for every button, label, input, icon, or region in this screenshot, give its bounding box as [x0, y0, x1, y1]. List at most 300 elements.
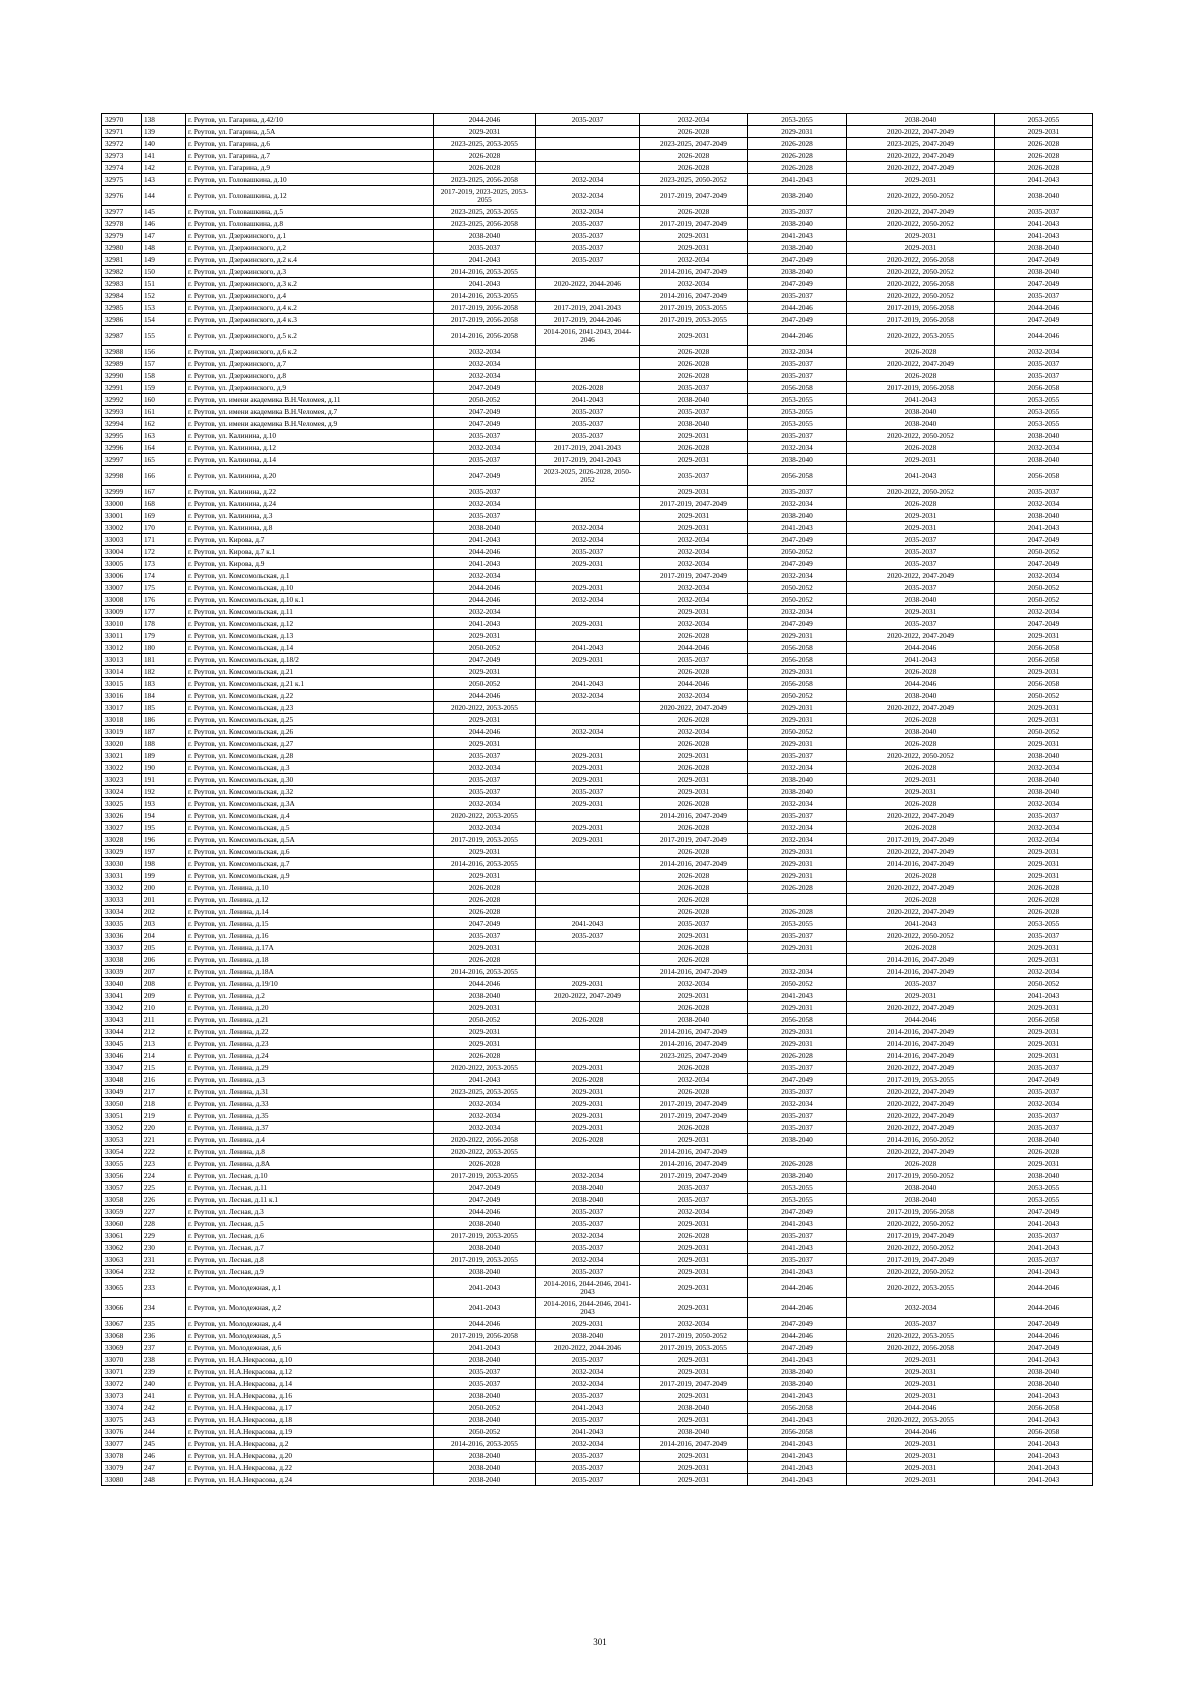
period-col-1-cell: 2032-2034 — [434, 762, 536, 774]
address-cell: г. Реутов, ул. Комсомольская, д.32 — [186, 786, 434, 798]
period-col-1-cell: 2038-2040 — [434, 1450, 536, 1462]
period-col-3-cell: 2017-2019, 2047-2049 — [640, 1170, 748, 1182]
period-col-2-cell — [536, 846, 640, 858]
row-number-cell: 32988 — [102, 346, 142, 358]
address-cell: г. Реутов, ул. Молодежная, д.1 — [186, 1278, 434, 1298]
address-cell: г. Реутов, ул. Лесная, д.3 — [186, 1206, 434, 1218]
period-col-1-cell: 2014-2016, 2053-2055 — [434, 266, 536, 278]
period-col-4-cell: 2047-2049 — [748, 534, 847, 546]
period-col-5-cell: 2020-2022, 2047-2049 — [847, 1110, 995, 1122]
period-col-1-cell: 2032-2034 — [434, 370, 536, 382]
period-col-3-cell: 2029-2031 — [640, 486, 748, 498]
period-col-4-cell: 2056-2058 — [748, 1014, 847, 1026]
period-col-5-cell: 2017-2019, 2056-2058 — [847, 1206, 995, 1218]
period-col-4-cell: 2041-2043 — [748, 230, 847, 242]
table-row — [102, 666, 1093, 678]
row-number-cell: 32995 — [102, 430, 142, 442]
row-number-cell: 33063 — [102, 1254, 142, 1266]
period-col-6-cell: 2035-2037 — [995, 1122, 1093, 1134]
period-col-4-cell: 2038-2040 — [748, 242, 847, 254]
period-col-5-cell: 2035-2037 — [847, 618, 995, 630]
period-col-6-cell: 2041-2043 — [995, 1242, 1093, 1254]
row-number-cell: 32976 — [102, 186, 142, 206]
table-row — [102, 218, 1093, 230]
period-col-2-cell: 2035-2037 — [536, 230, 640, 242]
period-col-6-cell: 2029-2031 — [995, 738, 1093, 750]
period-col-1-cell: 2035-2037 — [434, 750, 536, 762]
period-col-3-cell: 2032-2034 — [640, 726, 748, 738]
period-col-5-cell: 2020-2022, 2047-2049 — [847, 1122, 995, 1134]
period-col-5-cell: 2014-2016, 2047-2049 — [847, 1050, 995, 1062]
table-row — [102, 1050, 1093, 1062]
item-number-cell: 160 — [142, 394, 186, 406]
period-col-2-cell: 2035-2037 — [536, 1354, 640, 1366]
address-cell: г. Реутов, ул. Комсомольская, д.1 — [186, 570, 434, 582]
period-col-5-cell: 2017-2019, 2053-2055 — [847, 1074, 995, 1086]
period-col-5-cell: 2041-2043 — [847, 918, 995, 930]
period-col-4-cell: 2056-2058 — [748, 1426, 847, 1438]
period-col-2-cell: 2035-2037 — [536, 1266, 640, 1278]
period-col-1-cell: 2044-2046 — [434, 546, 536, 558]
item-number-cell: 187 — [142, 726, 186, 738]
period-col-6-cell: 2047-2049 — [995, 1318, 1093, 1330]
row-number-cell: 33058 — [102, 1194, 142, 1206]
row-number-cell: 33023 — [102, 774, 142, 786]
period-col-2-cell — [536, 150, 640, 162]
address-cell: г. Реутов, ул. Ленина, д.8 — [186, 1146, 434, 1158]
period-col-6-cell: 2032-2034 — [995, 606, 1093, 618]
period-col-1-cell: 2023-2025, 2053-2055 — [434, 206, 536, 218]
item-number-cell: 178 — [142, 618, 186, 630]
period-col-6-cell: 2050-2052 — [995, 594, 1093, 606]
period-col-4-cell: 2029-2031 — [748, 942, 847, 954]
period-col-3-cell: 2029-2031 — [640, 1218, 748, 1230]
period-col-5-cell: 2026-2028 — [847, 1158, 995, 1170]
period-col-2-cell: 2035-2037 — [536, 930, 640, 942]
period-col-3-cell: 2026-2028 — [640, 346, 748, 358]
address-cell: г. Реутов, ул. Лесная, д.11 — [186, 1182, 434, 1194]
period-col-1-cell: 2026-2028 — [434, 954, 536, 966]
period-col-1-cell: 2044-2046 — [434, 594, 536, 606]
period-col-1-cell: 2041-2043 — [434, 1278, 536, 1298]
address-cell: г. Реутов, ул. Ленина, д.2 — [186, 990, 434, 1002]
period-col-1-cell: 2032-2034 — [434, 442, 536, 454]
period-col-4-cell: 2035-2037 — [748, 1086, 847, 1098]
row-number-cell: 33029 — [102, 846, 142, 858]
table-row — [102, 894, 1093, 906]
period-col-4-cell: 2053-2055 — [748, 918, 847, 930]
table-row — [102, 1110, 1093, 1122]
period-col-4-cell: 2029-2031 — [748, 1002, 847, 1014]
period-col-4-cell: 2047-2049 — [748, 1342, 847, 1354]
table-row — [102, 1074, 1093, 1086]
period-col-4-cell: 2035-2037 — [748, 486, 847, 498]
period-col-6-cell: 2038-2040 — [995, 186, 1093, 206]
period-col-1-cell: 2026-2028 — [434, 1158, 536, 1170]
period-col-2-cell: 2035-2037 — [536, 406, 640, 418]
address-cell: г. Реутов, ул. Лесная, д.5 — [186, 1218, 434, 1230]
row-number-cell: 32981 — [102, 254, 142, 266]
item-number-cell: 185 — [142, 702, 186, 714]
period-col-5-cell: 2029-2031 — [847, 174, 995, 186]
period-col-3-cell: 2014-2016, 2047-2049 — [640, 290, 748, 302]
row-number-cell: 32970 — [102, 114, 142, 126]
address-cell: г. Реутов, ул. Комсомольская, д.23 — [186, 702, 434, 714]
period-col-6-cell: 2029-2031 — [995, 954, 1093, 966]
period-col-1-cell: 2017-2019, 2056-2058 — [434, 302, 536, 314]
period-col-4-cell: 2032-2034 — [748, 834, 847, 846]
row-number-cell: 32973 — [102, 150, 142, 162]
period-col-4-cell: 2047-2049 — [748, 1318, 847, 1330]
period-col-4-cell: 2056-2058 — [748, 654, 847, 666]
table-row — [102, 326, 1093, 346]
period-col-5-cell: 2029-2031 — [847, 1474, 995, 1486]
period-col-3-cell: 2029-2031 — [640, 606, 748, 618]
item-number-cell: 142 — [142, 162, 186, 174]
period-col-4-cell: 2047-2049 — [748, 314, 847, 326]
row-number-cell: 33049 — [102, 1086, 142, 1098]
period-col-5-cell: 2020-2022, 2053-2055 — [847, 1278, 995, 1298]
period-col-3-cell: 2026-2028 — [640, 846, 748, 858]
period-col-2-cell — [536, 894, 640, 906]
row-number-cell: 33036 — [102, 930, 142, 942]
period-col-3-cell: 2032-2034 — [640, 1206, 748, 1218]
period-col-3-cell: 2026-2028 — [640, 882, 748, 894]
period-col-2-cell: 2032-2034 — [536, 1378, 640, 1390]
period-col-3-cell: 2017-2019, 2047-2049 — [640, 1378, 748, 1390]
period-col-3-cell: 2026-2028 — [640, 1230, 748, 1242]
row-number-cell: 33022 — [102, 762, 142, 774]
table-row — [102, 630, 1093, 642]
row-number-cell: 32987 — [102, 326, 142, 346]
item-number-cell: 215 — [142, 1062, 186, 1074]
period-col-3-cell: 2026-2028 — [640, 442, 748, 454]
period-col-2-cell — [536, 606, 640, 618]
period-col-6-cell: 2041-2043 — [995, 174, 1093, 186]
item-number-cell: 231 — [142, 1254, 186, 1266]
row-number-cell: 33030 — [102, 858, 142, 870]
period-col-3-cell: 2017-2019, 2053-2055 — [640, 314, 748, 326]
table-row — [102, 906, 1093, 918]
period-col-3-cell: 2017-2019, 2047-2049 — [640, 498, 748, 510]
period-col-1-cell: 2044-2046 — [434, 726, 536, 738]
period-col-3-cell: 2038-2040 — [640, 1426, 748, 1438]
period-col-4-cell: 2038-2040 — [748, 186, 847, 206]
row-number-cell: 33005 — [102, 558, 142, 570]
item-number-cell: 243 — [142, 1414, 186, 1426]
period-col-1-cell: 2044-2046 — [434, 1206, 536, 1218]
period-col-1-cell: 2047-2049 — [434, 918, 536, 930]
period-col-3-cell: 2026-2028 — [640, 954, 748, 966]
address-cell: г. Реутов, ул. Дзержинского, д.4 к.2 — [186, 302, 434, 314]
period-col-3-cell: 2023-2025, 2047-2049 — [640, 1050, 748, 1062]
address-cell: г. Реутов, ул. Комсомольская, д.30 — [186, 774, 434, 786]
period-col-1-cell: 2044-2046 — [434, 690, 536, 702]
period-col-4-cell: 2044-2046 — [748, 1330, 847, 1342]
address-cell: г. Реутов, ул. Комсомольская, д.12 — [186, 618, 434, 630]
item-number-cell: 217 — [142, 1086, 186, 1098]
period-col-2-cell: 2026-2028 — [536, 1014, 640, 1026]
period-col-6-cell: 2044-2046 — [995, 1278, 1093, 1298]
item-number-cell: 140 — [142, 138, 186, 150]
table-row — [102, 726, 1093, 738]
period-col-5-cell: 2026-2028 — [847, 346, 995, 358]
period-col-3-cell: 2032-2034 — [640, 618, 748, 630]
period-col-5-cell: 2029-2031 — [847, 786, 995, 798]
period-col-5-cell: 2032-2034 — [847, 1298, 995, 1318]
period-col-6-cell: 2053-2055 — [995, 406, 1093, 418]
address-cell: г. Реутов, ул. Ленина, д.21 — [186, 1014, 434, 1026]
period-col-4-cell: 2029-2031 — [748, 714, 847, 726]
row-number-cell: 33062 — [102, 1242, 142, 1254]
period-col-2-cell — [536, 666, 640, 678]
item-number-cell: 248 — [142, 1474, 186, 1486]
period-col-2-cell: 2020-2022, 2047-2049 — [536, 990, 640, 1002]
period-col-3-cell: 2026-2028 — [640, 162, 748, 174]
item-number-cell: 154 — [142, 314, 186, 326]
period-col-2-cell: 2032-2034 — [536, 174, 640, 186]
item-number-cell: 207 — [142, 966, 186, 978]
table-row — [102, 1298, 1093, 1318]
row-number-cell: 33032 — [102, 882, 142, 894]
row-number-cell: 33017 — [102, 702, 142, 714]
period-col-4-cell: 2038-2040 — [748, 218, 847, 230]
row-number-cell: 33034 — [102, 906, 142, 918]
row-number-cell: 33077 — [102, 1438, 142, 1450]
period-col-6-cell: 2035-2037 — [995, 1086, 1093, 1098]
row-number-cell: 33055 — [102, 1158, 142, 1170]
item-number-cell: 247 — [142, 1462, 186, 1474]
item-number-cell: 205 — [142, 942, 186, 954]
period-col-1-cell: 2029-2031 — [434, 126, 536, 138]
item-number-cell: 241 — [142, 1390, 186, 1402]
period-col-5-cell: 2029-2031 — [847, 522, 995, 534]
item-number-cell: 238 — [142, 1354, 186, 1366]
period-col-5-cell: 2020-2022, 2050-2052 — [847, 1218, 995, 1230]
period-col-1-cell: 2032-2034 — [434, 498, 536, 510]
address-cell: г. Реутов, ул. Калинина, д.20 — [186, 466, 434, 486]
item-number-cell: 203 — [142, 918, 186, 930]
row-number-cell: 33011 — [102, 630, 142, 642]
address-cell: г. Реутов, ул. Ленина, д.19/10 — [186, 978, 434, 990]
table-row — [102, 1462, 1093, 1474]
item-number-cell: 194 — [142, 810, 186, 822]
item-number-cell: 190 — [142, 762, 186, 774]
period-col-5-cell: 2014-2016, 2047-2049 — [847, 966, 995, 978]
period-col-4-cell: 2029-2031 — [748, 666, 847, 678]
address-cell: г. Реутов, ул. Дзержинского, д.2 к.4 — [186, 254, 434, 266]
address-cell: г. Реутов, ул. Н.А.Некрасова, д.17 — [186, 1402, 434, 1414]
table-body — [102, 114, 1093, 1486]
row-number-cell: 32998 — [102, 466, 142, 486]
period-col-4-cell: 2029-2031 — [748, 1026, 847, 1038]
period-col-1-cell: 2035-2037 — [434, 242, 536, 254]
period-col-3-cell: 2029-2031 — [640, 326, 748, 346]
item-number-cell: 226 — [142, 1194, 186, 1206]
period-col-5-cell: 2020-2022, 2047-2049 — [847, 882, 995, 894]
period-col-2-cell: 2029-2031 — [536, 654, 640, 666]
period-col-4-cell: 2038-2040 — [748, 454, 847, 466]
period-col-3-cell: 2035-2037 — [640, 466, 748, 486]
period-col-1-cell: 2017-2019, 2056-2058 — [434, 314, 536, 326]
address-cell: г. Реутов, ул. Дзержинского, д.6 к.2 — [186, 346, 434, 358]
period-col-1-cell: 2041-2043 — [434, 254, 536, 266]
period-col-5-cell: 2035-2037 — [847, 978, 995, 990]
period-col-3-cell: 2038-2040 — [640, 394, 748, 406]
address-cell: г. Реутов, ул. Н.А.Некрасова, д.24 — [186, 1474, 434, 1486]
table-row — [102, 1038, 1093, 1050]
row-number-cell: 32977 — [102, 206, 142, 218]
period-col-1-cell: 2041-2043 — [434, 534, 536, 546]
period-col-1-cell: 2050-2052 — [434, 642, 536, 654]
address-cell: г. Реутов, ул. Ленина, д.29 — [186, 1062, 434, 1074]
period-col-2-cell: 2026-2028 — [536, 1074, 640, 1086]
period-col-6-cell: 2056-2058 — [995, 1426, 1093, 1438]
period-col-3-cell: 2029-2031 — [640, 930, 748, 942]
period-col-1-cell: 2035-2037 — [434, 1378, 536, 1390]
row-number-cell: 33048 — [102, 1074, 142, 1086]
period-col-6-cell: 2035-2037 — [995, 930, 1093, 942]
period-col-2-cell — [536, 1050, 640, 1062]
table-row — [102, 798, 1093, 810]
period-col-5-cell: 2020-2022, 2056-2058 — [847, 254, 995, 266]
period-col-1-cell: 2047-2049 — [434, 406, 536, 418]
period-col-5-cell: 2020-2022, 2053-2055 — [847, 1414, 995, 1426]
period-col-4-cell: 2041-2043 — [748, 1414, 847, 1426]
address-cell: г. Реутов, ул. Ленина, д.15 — [186, 918, 434, 930]
period-col-1-cell: 2041-2043 — [434, 618, 536, 630]
period-col-5-cell: 2017-2019, 2050-2052 — [847, 1170, 995, 1182]
table-row — [102, 606, 1093, 618]
period-col-6-cell: 2032-2034 — [995, 798, 1093, 810]
row-number-cell: 33064 — [102, 1266, 142, 1278]
period-col-1-cell: 2023-2025, 2053-2055 — [434, 1086, 536, 1098]
period-col-1-cell: 2038-2040 — [434, 522, 536, 534]
item-number-cell: 236 — [142, 1330, 186, 1342]
address-cell: г. Реутов, ул. Калинина, д.3 — [186, 510, 434, 522]
period-col-6-cell: 2035-2037 — [995, 1110, 1093, 1122]
period-col-6-cell: 2035-2037 — [995, 1230, 1093, 1242]
period-col-1-cell: 2017-2019, 2056-2058 — [434, 1330, 536, 1342]
address-cell: г. Реутов, ул. Комсомольская, д.5 — [186, 822, 434, 834]
row-number-cell: 33037 — [102, 942, 142, 954]
item-number-cell: 184 — [142, 690, 186, 702]
address-cell: г. Реутов, ул. Комсомольская, д.18/2 — [186, 654, 434, 666]
item-number-cell: 198 — [142, 858, 186, 870]
period-col-1-cell: 2017-2019, 2053-2055 — [434, 1170, 536, 1182]
period-col-6-cell: 2038-2040 — [995, 1134, 1093, 1146]
address-cell: г. Реутов, ул. Н.А.Некрасова, д.20 — [186, 1450, 434, 1462]
period-col-5-cell: 2038-2040 — [847, 1182, 995, 1194]
period-col-1-cell: 2017-2019, 2023-2025, 2053-2055 — [434, 186, 536, 206]
period-col-2-cell: 2014-2016, 2044-2046, 2041-2043 — [536, 1278, 640, 1298]
period-col-6-cell: 2038-2040 — [995, 510, 1093, 522]
table-row — [102, 870, 1093, 882]
period-col-5-cell: 2023-2025, 2047-2049 — [847, 138, 995, 150]
period-col-5-cell: 2029-2031 — [847, 774, 995, 786]
period-col-3-cell: 2029-2031 — [640, 990, 748, 1002]
period-col-3-cell: 2020-2022, 2047-2049 — [640, 702, 748, 714]
address-cell: г. Реутов, ул. Головашкина, д.12 — [186, 186, 434, 206]
period-col-1-cell: 2020-2022, 2053-2055 — [434, 702, 536, 714]
period-col-1-cell: 2038-2040 — [434, 1354, 536, 1366]
period-col-2-cell: 2035-2037 — [536, 218, 640, 230]
period-col-3-cell: 2026-2028 — [640, 206, 748, 218]
period-col-2-cell: 2029-2031 — [536, 582, 640, 594]
address-cell: г. Реутов, ул. Дзержинского, д.3 к.2 — [186, 278, 434, 290]
item-number-cell: 220 — [142, 1122, 186, 1134]
period-col-6-cell: 2029-2031 — [995, 714, 1093, 726]
period-col-4-cell: 2035-2037 — [748, 750, 847, 762]
row-number-cell: 33021 — [102, 750, 142, 762]
table-row — [102, 1122, 1093, 1134]
table-row — [102, 254, 1093, 266]
item-number-cell: 199 — [142, 870, 186, 882]
item-number-cell: 143 — [142, 174, 186, 186]
period-col-2-cell — [536, 714, 640, 726]
address-cell: г. Реутов, ул. Дзержинского, д.3 — [186, 266, 434, 278]
period-col-4-cell: 2026-2028 — [748, 138, 847, 150]
item-number-cell: 165 — [142, 454, 186, 466]
period-col-1-cell: 2044-2046 — [434, 582, 536, 594]
row-number-cell: 33016 — [102, 690, 142, 702]
period-col-5-cell: 2029-2031 — [847, 1354, 995, 1366]
table-row — [102, 918, 1093, 930]
period-col-2-cell: 2029-2031 — [536, 618, 640, 630]
period-col-6-cell: 2047-2049 — [995, 278, 1093, 290]
period-col-2-cell: 2029-2031 — [536, 1110, 640, 1122]
item-number-cell: 225 — [142, 1182, 186, 1194]
period-col-2-cell — [536, 1002, 640, 1014]
period-col-1-cell: 2029-2031 — [434, 630, 536, 642]
table-row — [102, 522, 1093, 534]
period-col-2-cell: 2029-2031 — [536, 762, 640, 774]
item-number-cell: 169 — [142, 510, 186, 522]
period-col-2-cell — [536, 486, 640, 498]
item-number-cell: 213 — [142, 1038, 186, 1050]
period-col-4-cell: 2026-2028 — [748, 162, 847, 174]
period-col-4-cell: 2050-2052 — [748, 978, 847, 990]
period-col-5-cell: 2020-2022, 2056-2058 — [847, 278, 995, 290]
period-col-2-cell: 2035-2037 — [536, 114, 640, 126]
address-cell: г. Реутов, ул. Комсомольская, д.13 — [186, 630, 434, 642]
address-cell: г. Реутов, ул. Ленина, д.23 — [186, 1038, 434, 1050]
period-col-4-cell: 2041-2043 — [748, 1242, 847, 1254]
period-col-3-cell: 2032-2034 — [640, 690, 748, 702]
period-col-6-cell: 2032-2034 — [995, 570, 1093, 582]
table-row — [102, 774, 1093, 786]
period-col-2-cell: 2035-2037 — [536, 546, 640, 558]
address-cell: г. Реутов, ул. Калинина, д.22 — [186, 486, 434, 498]
period-col-6-cell: 2035-2037 — [995, 370, 1093, 382]
period-col-6-cell: 2056-2058 — [995, 642, 1093, 654]
period-col-2-cell: 2035-2037 — [536, 1450, 640, 1462]
period-col-4-cell: 2050-2052 — [748, 594, 847, 606]
address-cell: г. Реутов, ул. Лесная, д.8 — [186, 1254, 434, 1266]
item-number-cell: 201 — [142, 894, 186, 906]
address-cell: г. Реутов, ул. Н.А.Некрасова, д.2 — [186, 1438, 434, 1450]
item-number-cell: 188 — [142, 738, 186, 750]
period-col-3-cell: 2032-2034 — [640, 978, 748, 990]
period-col-6-cell: 2041-2043 — [995, 1450, 1093, 1462]
row-number-cell: 33018 — [102, 714, 142, 726]
period-col-5-cell: 2014-2016, 2047-2049 — [847, 858, 995, 870]
period-col-4-cell: 2038-2040 — [748, 1378, 847, 1390]
period-col-6-cell: 2047-2049 — [995, 1206, 1093, 1218]
period-col-4-cell: 2044-2046 — [748, 302, 847, 314]
period-col-5-cell: 2044-2046 — [847, 1402, 995, 1414]
address-cell: г. Реутов, ул. Комсомольская, д.21 к.1 — [186, 678, 434, 690]
